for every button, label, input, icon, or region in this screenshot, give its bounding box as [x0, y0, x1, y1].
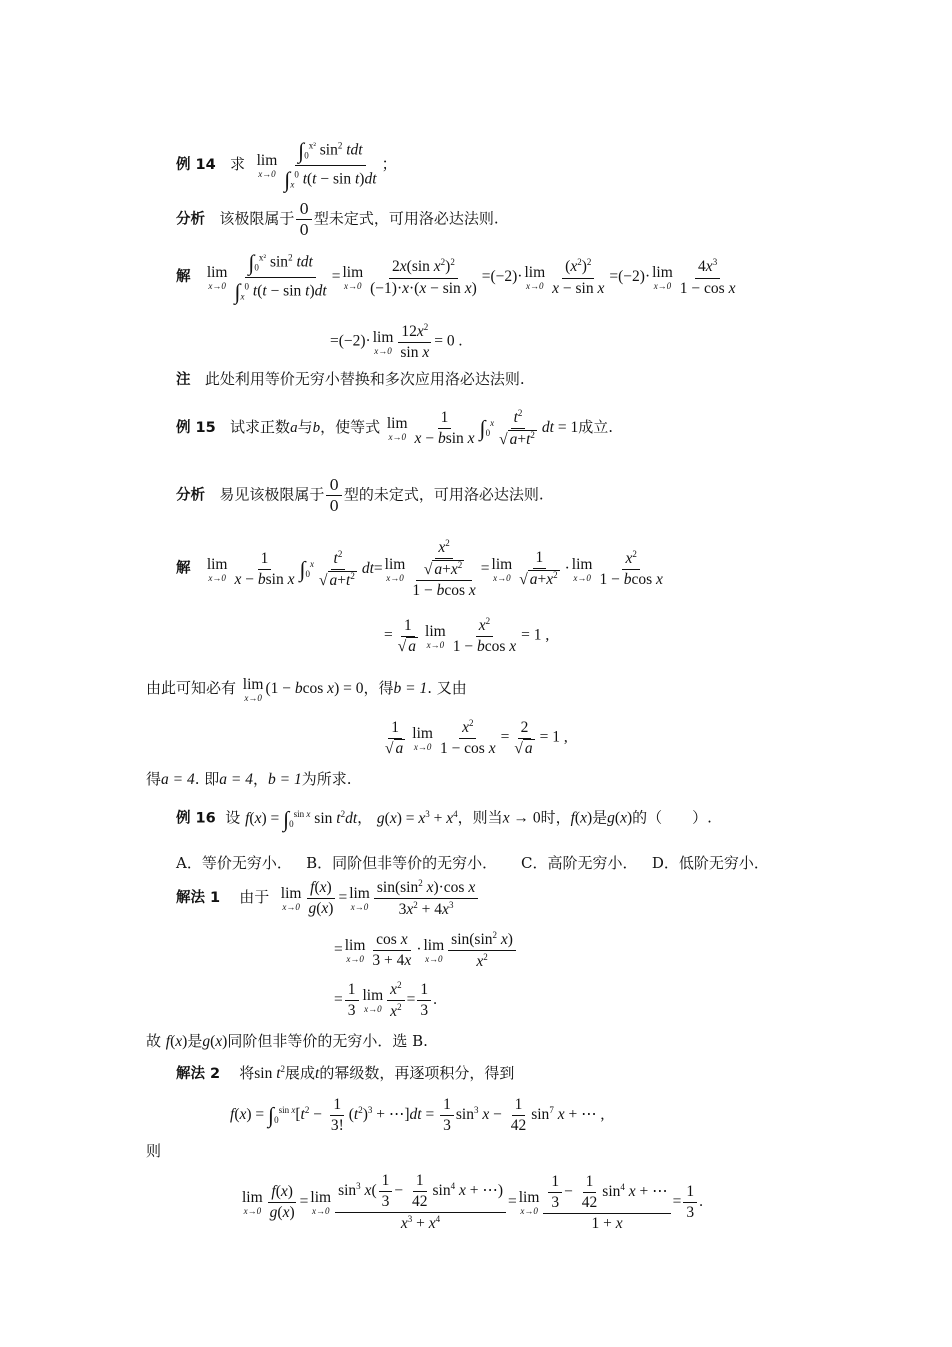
- frac-den: 0: [329, 497, 339, 515]
- var-b: b: [312, 420, 321, 437]
- analysis-text-post: 型的未定式，可用洛必达法则.: [343, 485, 544, 504]
- ex16-text: 设: [225, 808, 241, 827]
- method2-line1: $f(x) = \int_0^{sin x}[t^2$ − $\frac{1}{3!}$ $(t^2)^3$ + ⋯]dt = $\frac{1}{3}$ $\sin^3 x$ − $\frac{1}{42}$ $\sin^7 x$ + ⋯ ,: [230, 1096, 605, 1134]
- conclusion-text2: 同阶但非等价的无穷小．选 B.: [227, 1032, 428, 1050]
- ex15-line3: $\frac{1}{√ a}$ lim x→0 $\frac{x^2}{\text{1 − cos x}}$ = $\frac{2}{√ a}$ = 1 ,: [385, 718, 568, 758]
- ex15-text2: ，使等式: [320, 418, 381, 437]
- ex15-label: 例 15: [176, 420, 216, 437]
- conclusion-text: 故: [146, 1032, 162, 1050]
- note-text: 此处利用等价无穷小替换和多次应用洛必达法则.: [204, 370, 525, 388]
- ex16-f: $f(x) = \int_0^{sin x}$ $\sin t^2dt$: [245, 806, 358, 831]
- solution-label: 解: [176, 560, 191, 577]
- ex16-method2: [176, 1062, 514, 1083]
- ex14-expr: lim x→0 $\frac{\int_0^{x^2} \sin^2 tdt}{\int_x^0 t(t - \sin t)dt}$ ；: [256, 138, 398, 192]
- frac-num: 0: [296, 200, 312, 220]
- option-a: A．等价无穷小．: [176, 854, 292, 872]
- conclusion-fx: f(x): [165, 1033, 188, 1050]
- ex16-cond: x → 0: [502, 809, 541, 827]
- option-c: C．高阶无穷小．: [521, 854, 638, 872]
- analysis-label: 分析: [176, 487, 205, 504]
- method2-label: 解法 2: [176, 1066, 221, 1082]
- method1-line1: lim x→0 $\frac{f(x)}{g(x)}$ = lim x→0 $\frac{\sin(\sin^2 x)\cdot\cos x}{3x^2 + 4x^3}$: [279, 889, 480, 906]
- ex14-solution: [176, 250, 740, 305]
- ex16-gx: g(x): [607, 809, 633, 827]
- option-d: D．低阶无穷小．: [651, 854, 769, 872]
- frac-den: 0: [299, 221, 309, 239]
- ex16-fx: f(x): [570, 809, 593, 827]
- conclusion-is: 是: [187, 1032, 203, 1050]
- ex14-heading: [176, 138, 397, 193]
- ex14-analysis: [176, 200, 499, 239]
- ex14-solution-line2: =(−2)· lim x→0 $\frac{12x^2}{\text{sin x}}$ = 0 .: [330, 322, 463, 362]
- ex15-solution: [176, 538, 668, 600]
- note-label: 注: [176, 372, 191, 388]
- ex15-deduce: [146, 676, 467, 703]
- method2-text3: 的幂级数，再逐项积分，得到: [319, 1064, 515, 1082]
- method2-text: 将: [239, 1064, 255, 1082]
- ex16-final: lim x→0 $\frac{f(x)}{g(x)}$ = lim x→0 $\sin^3 x$( $\frac{1}{3}$ − $\frac{1}{42}$ $\sin^4 x$ + ⋯) $x^3 + x^4$ = lim x→0 $\frac{1}{3}$ − $\frac{1}{42}$ $\sin^4 x$ + ⋯ 1 + x = $\frac{1}{3}$ .: [242, 1172, 704, 1233]
- result-text: 得: [146, 770, 162, 788]
- ex15-conj: 与: [297, 418, 313, 437]
- ex14-note: [176, 368, 525, 389]
- ex15-solution-line2: = $\frac{1}{√ a}$ lim x→0 $\frac{x^2}{\text{1 − bcos x}}$ = 1 ,: [384, 616, 550, 656]
- ex16-text2: ，则当: [457, 808, 503, 827]
- analysis-text-post: 型未定式，可用洛必达法则.: [313, 209, 499, 228]
- result-eq2: a = 4: [219, 771, 253, 788]
- ex14-verb: 求: [230, 155, 246, 174]
- deduce-text2: ，得: [363, 679, 394, 698]
- ex16-sep: ，: [357, 808, 373, 827]
- ex15-result: [146, 768, 352, 789]
- result-text3: 为所求.: [301, 770, 352, 788]
- deduce-text: 由此可知必有: [146, 679, 237, 698]
- frac-num: 0: [326, 476, 342, 496]
- ex14-solution-line1: lim x→0 $\frac{\int_0^{x^2} \sin^2 tdt}{\int_x^0 t(t - \sin t)dt}$ = lim x→0 $\frac{2x(\sin x^2)^2}{\text{(−1)·x·(x − sin x)}}$ =(−2)· lim x→0 $\frac{(x^2)^2}{\text{x − sin x}}$ =(−2)· lim x→0 $\frac{4x^3}{\text{1 − cos x}}$: [206, 250, 736, 304]
- var-a: a: [290, 420, 298, 437]
- option-b: B．同阶但非等价的无穷小．: [306, 854, 498, 872]
- analysis-text: 该极限属于: [219, 209, 295, 228]
- method1-label: 解法 1: [176, 890, 221, 907]
- ex15-text3: 成立.: [578, 418, 613, 437]
- result-sep: ，: [253, 770, 269, 788]
- ex16-g: $g(x) = x^3 + x^4$: [376, 808, 458, 827]
- method2-sin: $\sin t^2$: [254, 1063, 286, 1082]
- result-eq3: b = 1: [268, 771, 302, 788]
- ex16-label: 例 16: [176, 810, 216, 827]
- deduce-text3: . 又由: [427, 679, 467, 698]
- ex16-options: [176, 852, 769, 873]
- deduce-expr: lim x→0 (1 − bcos x) = 0: [242, 676, 364, 703]
- result-eq1: a = 4: [161, 771, 195, 788]
- analysis-label: 分析: [176, 211, 205, 228]
- ex16-conclusion: [146, 1030, 428, 1051]
- conclusion-gx: g(x): [202, 1033, 228, 1050]
- ex15-analysis: [176, 476, 544, 515]
- solution-label: 解: [176, 269, 191, 286]
- deduce-eq: b = 1: [393, 680, 428, 698]
- result-text2: . 即: [194, 770, 220, 788]
- ex16-method1: [176, 878, 480, 919]
- analysis-text: 易见该极限属于: [219, 485, 325, 504]
- ex16-is: 是: [592, 808, 608, 827]
- ex15-solution-line1: lim x→0 $\frac{1}{\text{x − bsin x}}$ $\int_0^x$ $\frac{t^2}{√ a+t^2}$ dt= lim x→0 $\frac{\frac{x^2}{√ a+x^2}}{\text{1 − bcos x}}$ = lim x→0 $\frac{1}{√ a+x^2}$ · lim x→0 $\frac{x^2}{\text{1 − bcos x}}$: [206, 538, 663, 600]
- ex15-expr: lim x→0 $\frac{1}{\text{x − bsin x}}$ $\int_0^x$ $\frac{t^2}{√ a+t^2}$ dt = 1: [386, 408, 579, 449]
- method2-text2: 展成: [285, 1064, 316, 1082]
- ex15-text: 试求正数: [230, 418, 291, 437]
- method2-t: t: [315, 1065, 320, 1082]
- ex15-heading: [176, 408, 613, 449]
- method1-text: 由于: [239, 888, 270, 907]
- ex16-then: 则: [146, 1142, 162, 1160]
- ex16-heading: [176, 806, 712, 832]
- method1-line2: = lim x→0 $\frac{\text{cos x}}{3 + 4x}$ · lim x→0 $\frac{\sin(\sin^2 x)}{x^2}$: [334, 930, 518, 971]
- method1-line3: = $\frac{1}{3}$ lim x→0 $\frac{x^2}{x^2}$ = $\frac{1}{3}$ .: [334, 980, 437, 1021]
- ex16-text4: 的（ ）.: [632, 808, 712, 827]
- ex16-text3: 时，: [540, 808, 571, 827]
- ex14-label: 例 14: [176, 157, 216, 174]
